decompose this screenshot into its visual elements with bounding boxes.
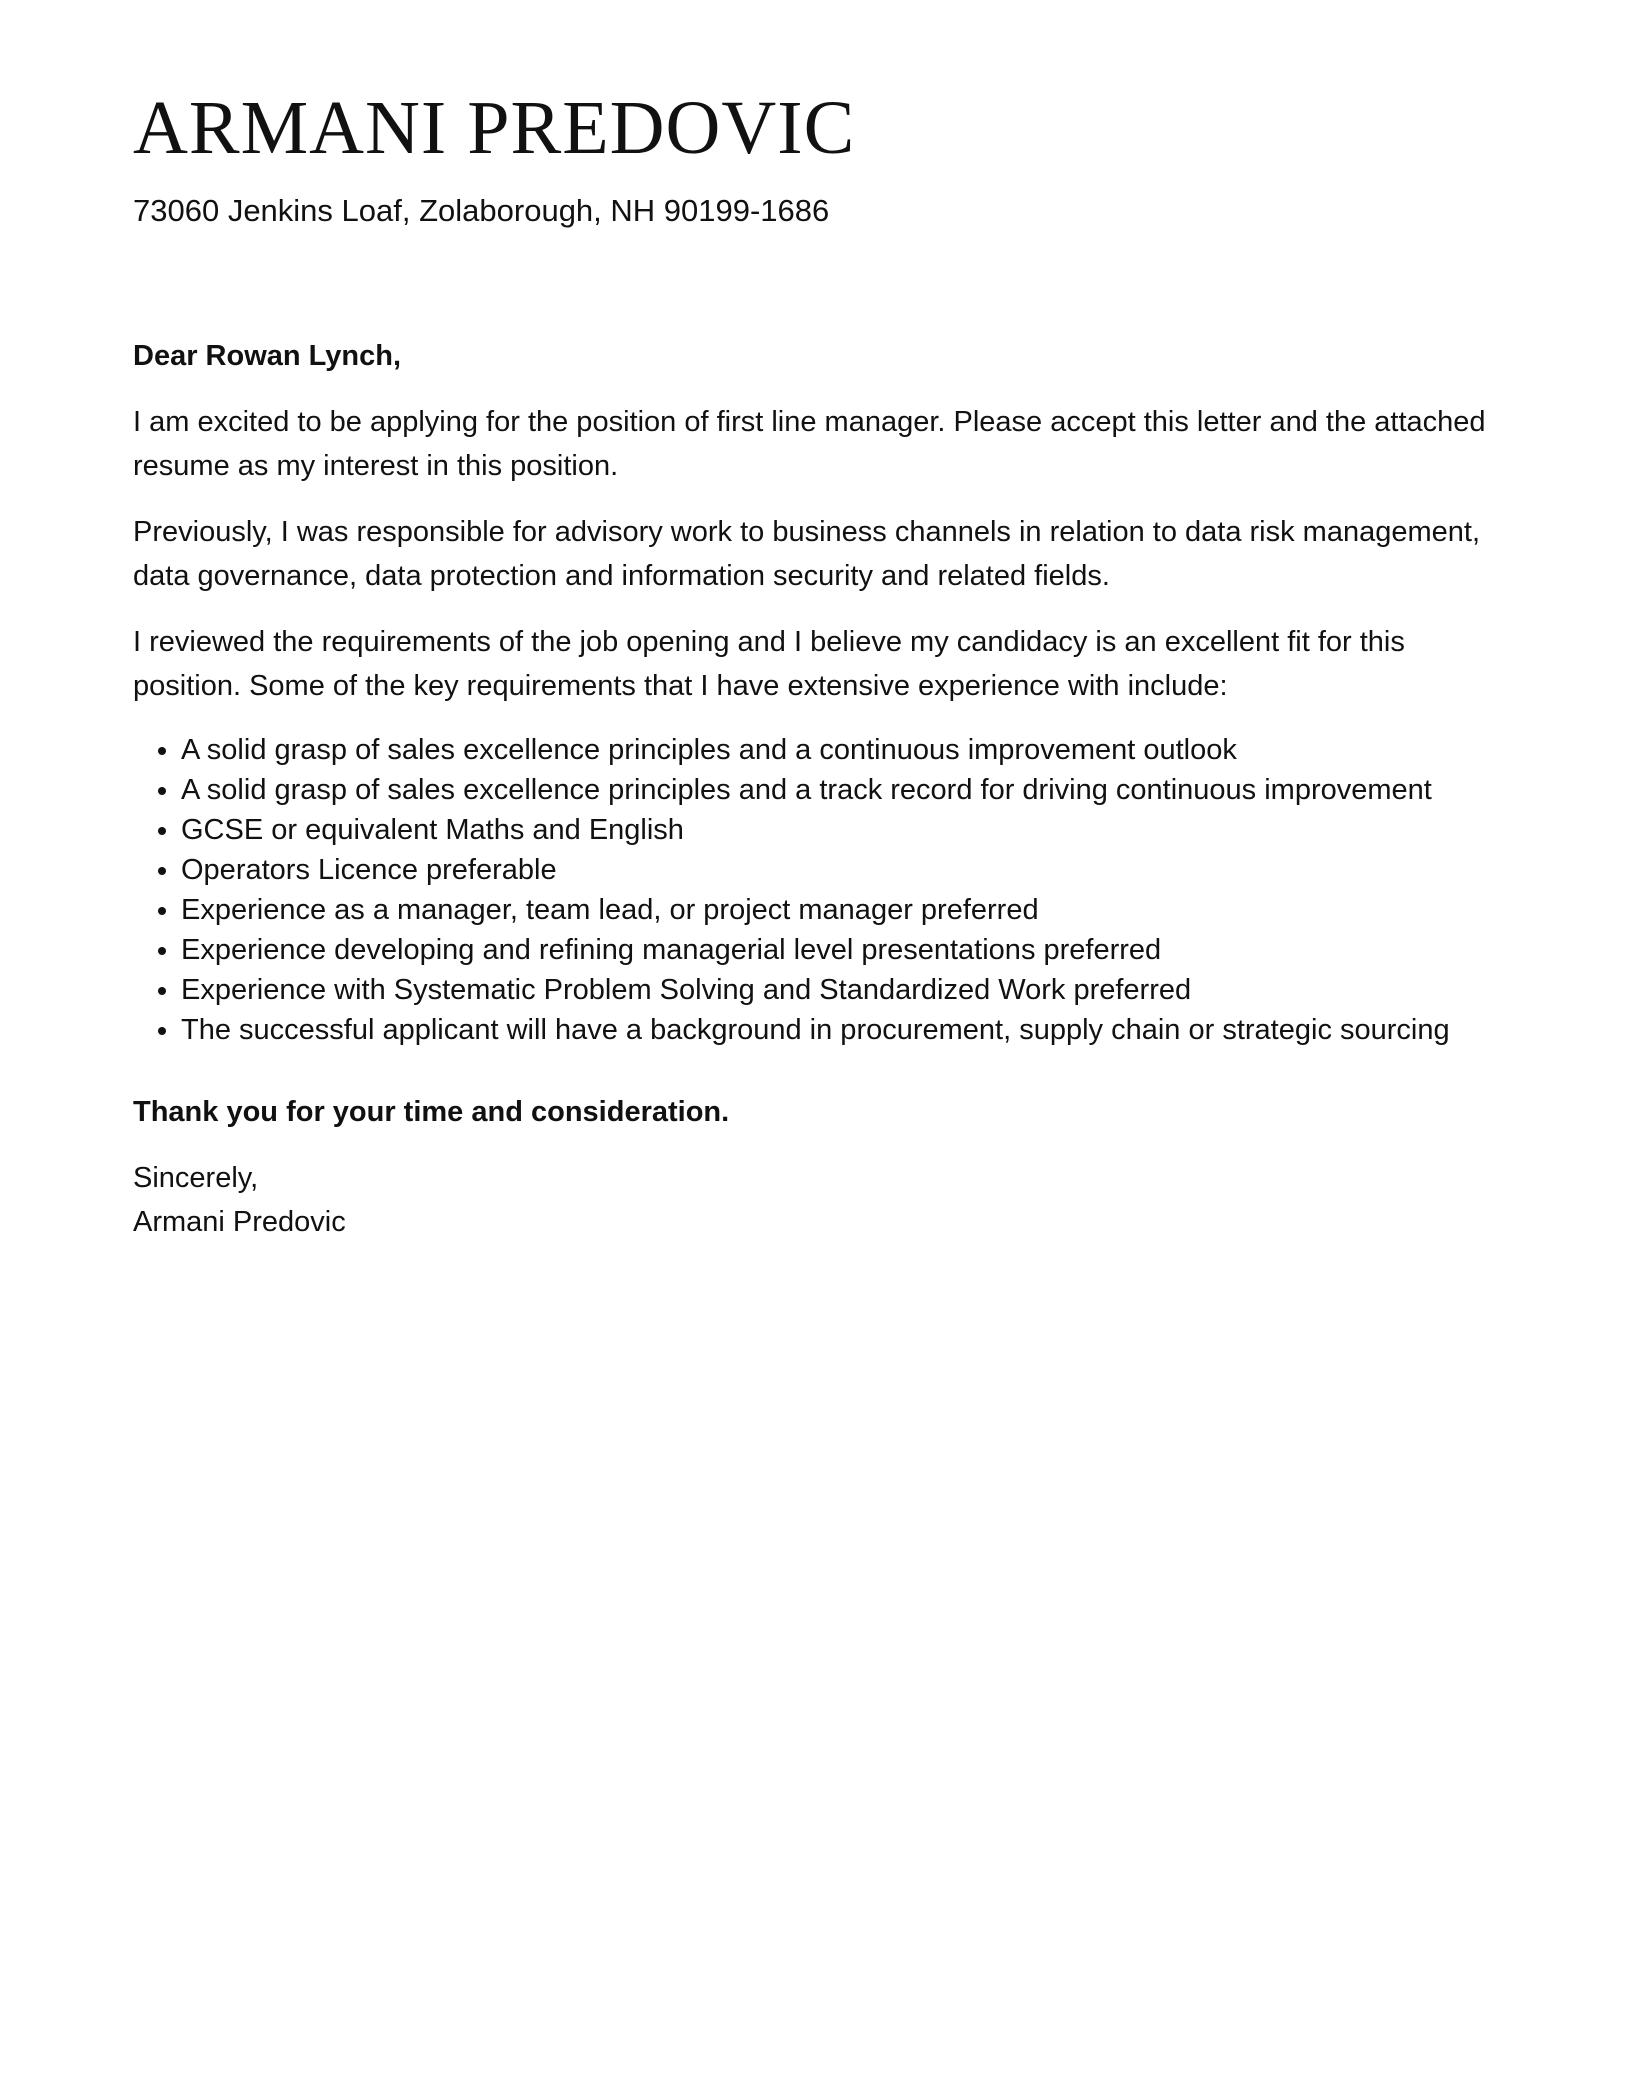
list-item: • Operators Licence preferable: [181, 850, 1499, 890]
applicant-name: ARMANI PREDOVIC: [133, 86, 856, 170]
paragraph-intro: I am excited to be applying for the position of first line manager. Please accept this letter and the attached resume as my interest in this position.: [133, 406, 1486, 482]
paragraph-requirements: I reviewed the requirements of the job opening and I believe my candidacy is an excellent fit for this position. Some of the key requirements that I have extensive experience with include:: [133, 626, 1405, 702]
signoff-text: Sincerely,: [133, 1162, 259, 1194]
list-item: • Experience as a manager, team lead, or project manager preferred: [181, 890, 1499, 930]
list-item: • A solid grasp of sales excellence principles and a track record for driving continuous improvement: [181, 770, 1499, 810]
list-item: • Experience with Systematic Problem Solving and Standardized Work preferred: [181, 970, 1499, 1010]
list-item: • GCSE or equivalent Maths and English: [181, 810, 1499, 850]
list-item: • Experience developing and refining managerial level presentations preferred: [181, 930, 1499, 970]
paragraph-experience: Previously, I was responsible for advisory work to business channels in relation to data risk management, data governance, data protection and information security and related fields.: [133, 516, 1480, 592]
applicant-address: 73060 Jenkins Loaf, Zolaborough, NH 90199-1686: [133, 193, 830, 228]
list-item: • A solid grasp of sales excellence principles and a continuous improvement outlook: [181, 730, 1499, 770]
requirements-list: [133, 730, 1499, 1050]
signoff: [133, 1156, 1499, 1244]
closing-line: Thank you for your time and consideration.: [133, 1096, 730, 1128]
signature-name: Armani Predovic: [133, 1206, 346, 1238]
letter-body: [133, 334, 1499, 1244]
greeting: Dear Rowan Lynch,: [133, 340, 402, 372]
list-item: • The successful applicant will have a background in procurement, supply chain or strategic sourcing: [181, 1010, 1499, 1050]
